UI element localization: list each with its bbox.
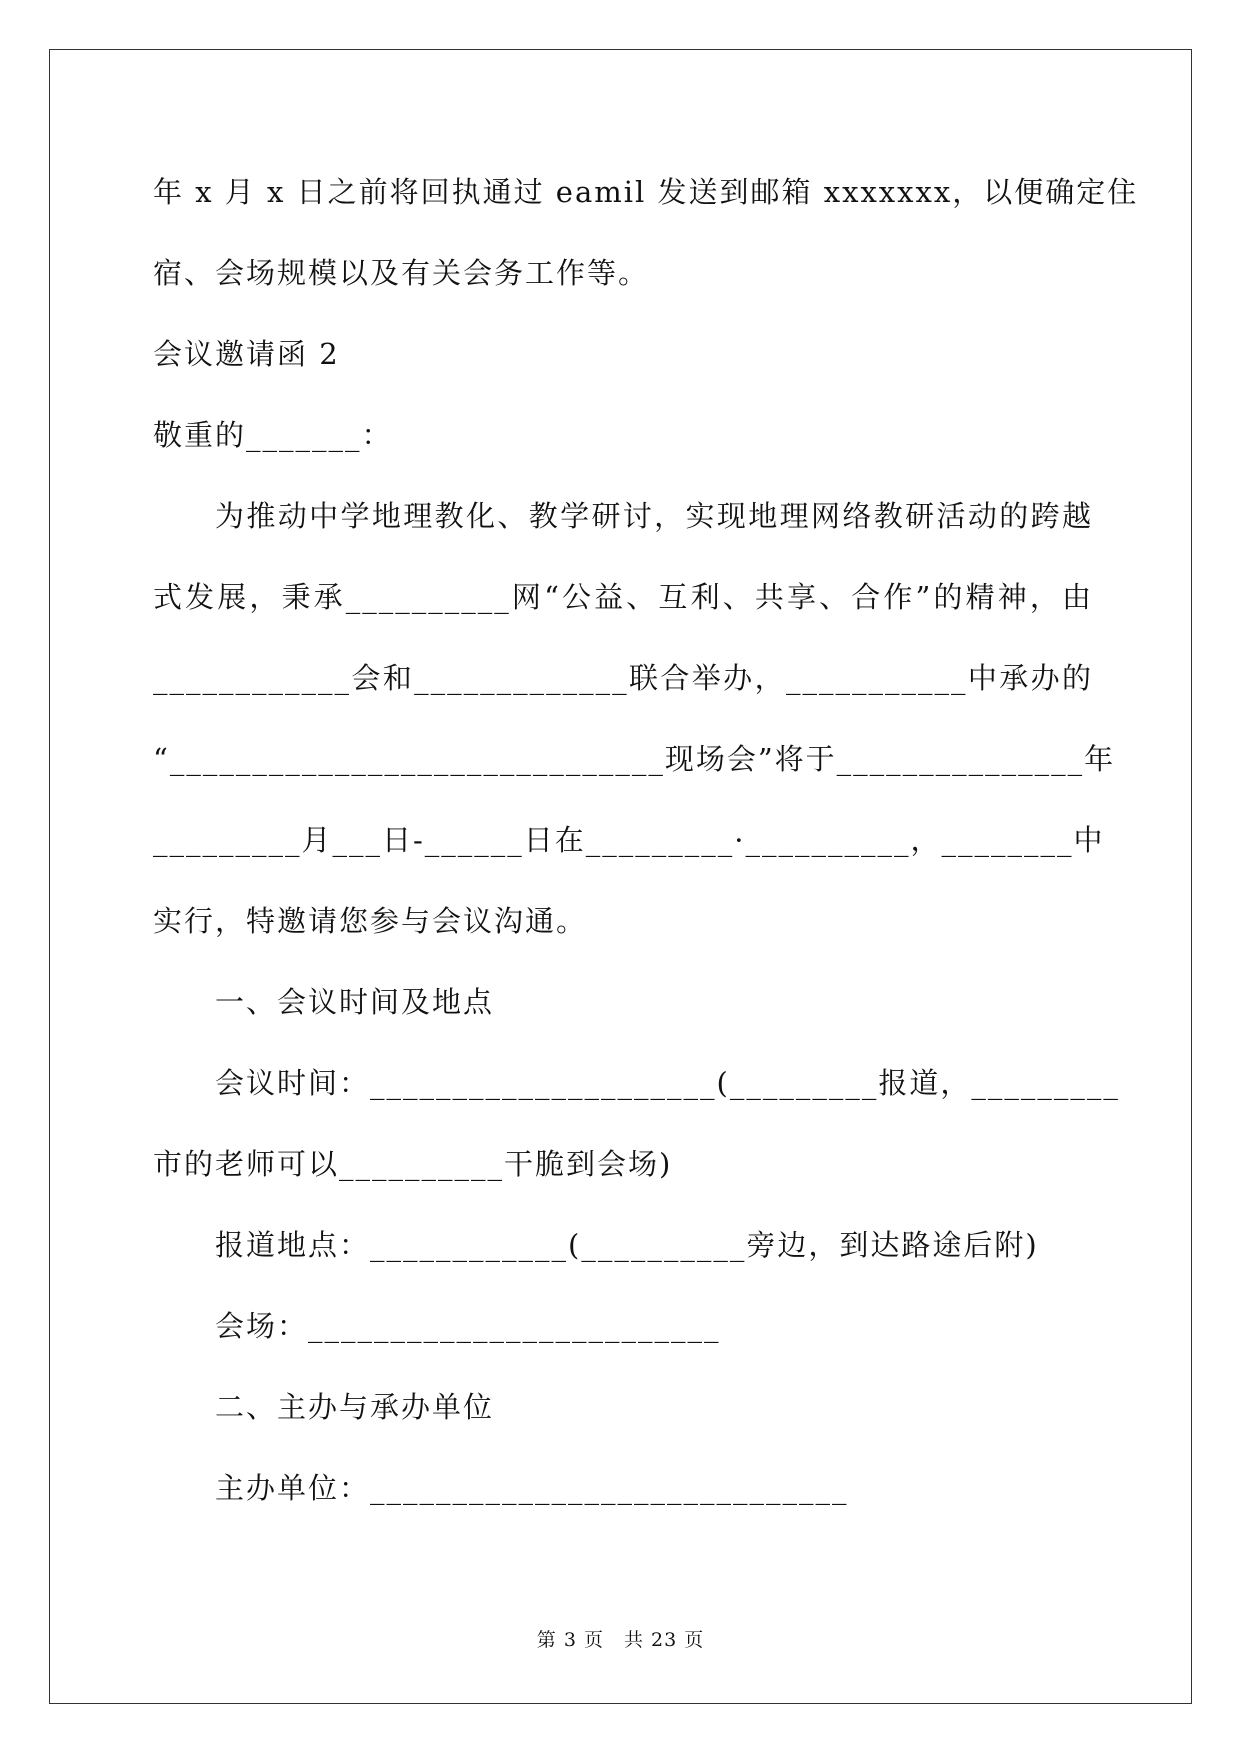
meeting-time-line-cont: 市的老师可以__________干脆到会场) [153, 1147, 673, 1181]
body-line-7: ____________会和_____________联合举办，___________中承办的 [153, 661, 1093, 695]
body-line-10: 实行，特邀请您参与会议沟通。 [153, 904, 588, 938]
section-title-invitation-2: 会议邀请函 2 [153, 337, 340, 371]
body-line-9: _________月___日-______日在_________·__________，________中 [153, 823, 1105, 857]
body-line-2: 宿、会场规模以及有关会务工作等。 [153, 256, 650, 290]
heading-organizers: 二、主办与承办单位 [215, 1390, 495, 1424]
body-line-1: 年 x 月 x 日之前将回执通过 eamil 发送到邮箱 xxxxxxx，以便确定住 [153, 175, 1139, 209]
body-line-5: 为推动中学地理教化、教学研讨，实现地理网络教研活动的跨越 [215, 499, 1093, 533]
report-location-line: 报道地点：____________(__________旁边，到达路途后附) [215, 1228, 1039, 1262]
meeting-time-line: 会议时间：_____________________(_________报道，_________ [215, 1066, 1120, 1100]
salutation: 敬重的_______： [153, 418, 393, 452]
heading-meeting-time-place: 一、会议时间及地点 [215, 985, 495, 1019]
body-line-6: 式发展，秉承__________网“公益、互利、共享、合作”的精神，由 [153, 580, 1093, 614]
body-line-8: “______________________________现场会”将于_______________年 [153, 742, 1116, 776]
page-border [49, 49, 1192, 1704]
page-number-footer: 第 3 页 共 23 页 [536, 1629, 705, 1651]
host-unit-line: 主办单位：_____________________________ [215, 1471, 849, 1505]
venue-line: 会场：_________________________ [215, 1309, 721, 1343]
